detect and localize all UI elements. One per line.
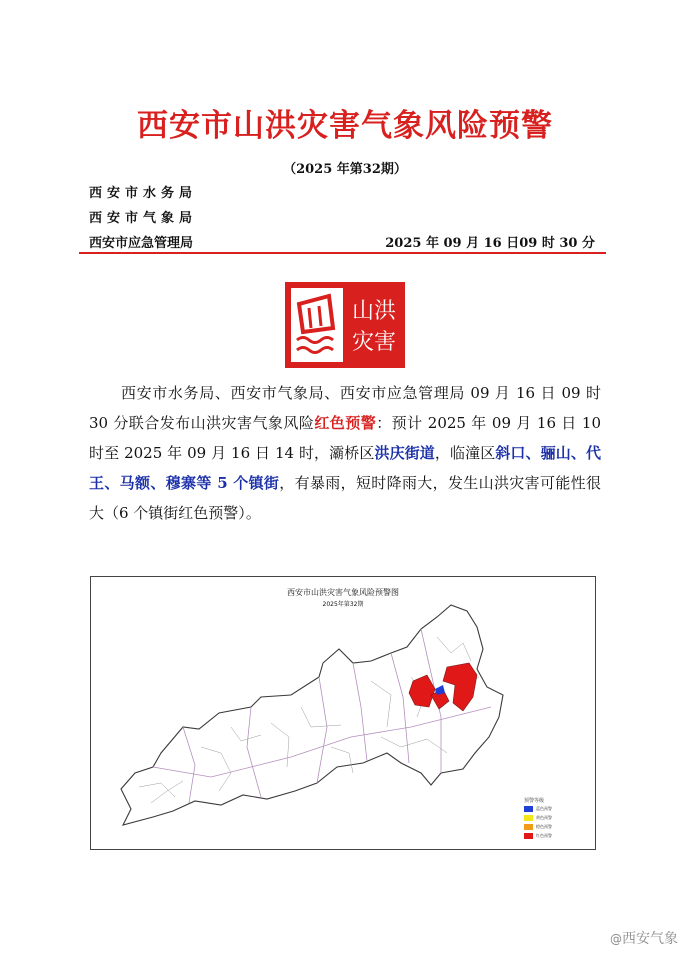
issue-number: （2025 年第32期） [283, 162, 407, 177]
map-subtitle: 2025年第32期 [322, 601, 364, 608]
legend-label: 黄色预警 [536, 815, 552, 820]
agency-emergency: 西安市应急管理局 [89, 236, 194, 251]
map-region-outline [121, 605, 503, 825]
legend-label: 橙色预警 [536, 824, 552, 829]
affected-towns: 斜口、骊山、代王、马额、穆寨等 5 个镇街 [89, 444, 601, 492]
warning-level: 红色预警 [314, 414, 377, 432]
legend-item [524, 806, 570, 812]
agency-water: 西安市水务局 [89, 186, 198, 201]
flash-flood-logo [285, 282, 405, 368]
issue-date: 2025 年 09 月 16 日09 时 30 分 [385, 236, 595, 251]
body-text-1: 西安市水务局、西安市气象局、西安市应急管理局 09 月 16 日 09 时 30 分联合发布山洪灾害气象风险 [89, 384, 601, 432]
weibo-watermark [610, 928, 678, 948]
legend-swatch-blue [524, 806, 533, 812]
warning-map [90, 576, 596, 850]
legend-title: 预警等级 [524, 798, 545, 804]
body-text-2: ：预计 2025 年 09 月 16 日 10 时至 2025 年 09 月 16 日 14 时，灞桥区 [89, 414, 602, 462]
document-title: 西安市山洪灾害气象风险预警 [137, 108, 553, 144]
legend-label: 蓝色预警 [536, 806, 552, 811]
legend-item [524, 824, 570, 830]
affected-street: 洪庆街道 [374, 444, 435, 462]
red-divider [79, 252, 606, 254]
logo-text-line2: 灾害 [351, 330, 397, 355]
map-legend [524, 797, 570, 842]
legend-item [524, 833, 570, 839]
map-title: 西安市山洪灾害气象风险预警图 [287, 588, 399, 597]
body-text-3: ，临潼区 [434, 444, 496, 462]
body-text-4: ，有暴雨，短时降雨大，发生山洪灾害可能性很大（6 个镇街红色预警）。 [89, 474, 601, 522]
watermark-at: @ [610, 932, 622, 946]
watermark-text: 西安气象 [622, 931, 678, 947]
map-graphic [91, 577, 595, 849]
agency-meteorology: 西安市气象局 [89, 211, 198, 226]
legend-swatch-red [524, 833, 533, 839]
legend-label: 红色预警 [536, 833, 552, 838]
logo-text-line1: 山洪 [351, 299, 397, 324]
legend-swatch-yellow [524, 815, 533, 821]
legend-swatch-orange [524, 824, 533, 830]
legend-item [524, 815, 570, 821]
warning-body [89, 378, 601, 528]
